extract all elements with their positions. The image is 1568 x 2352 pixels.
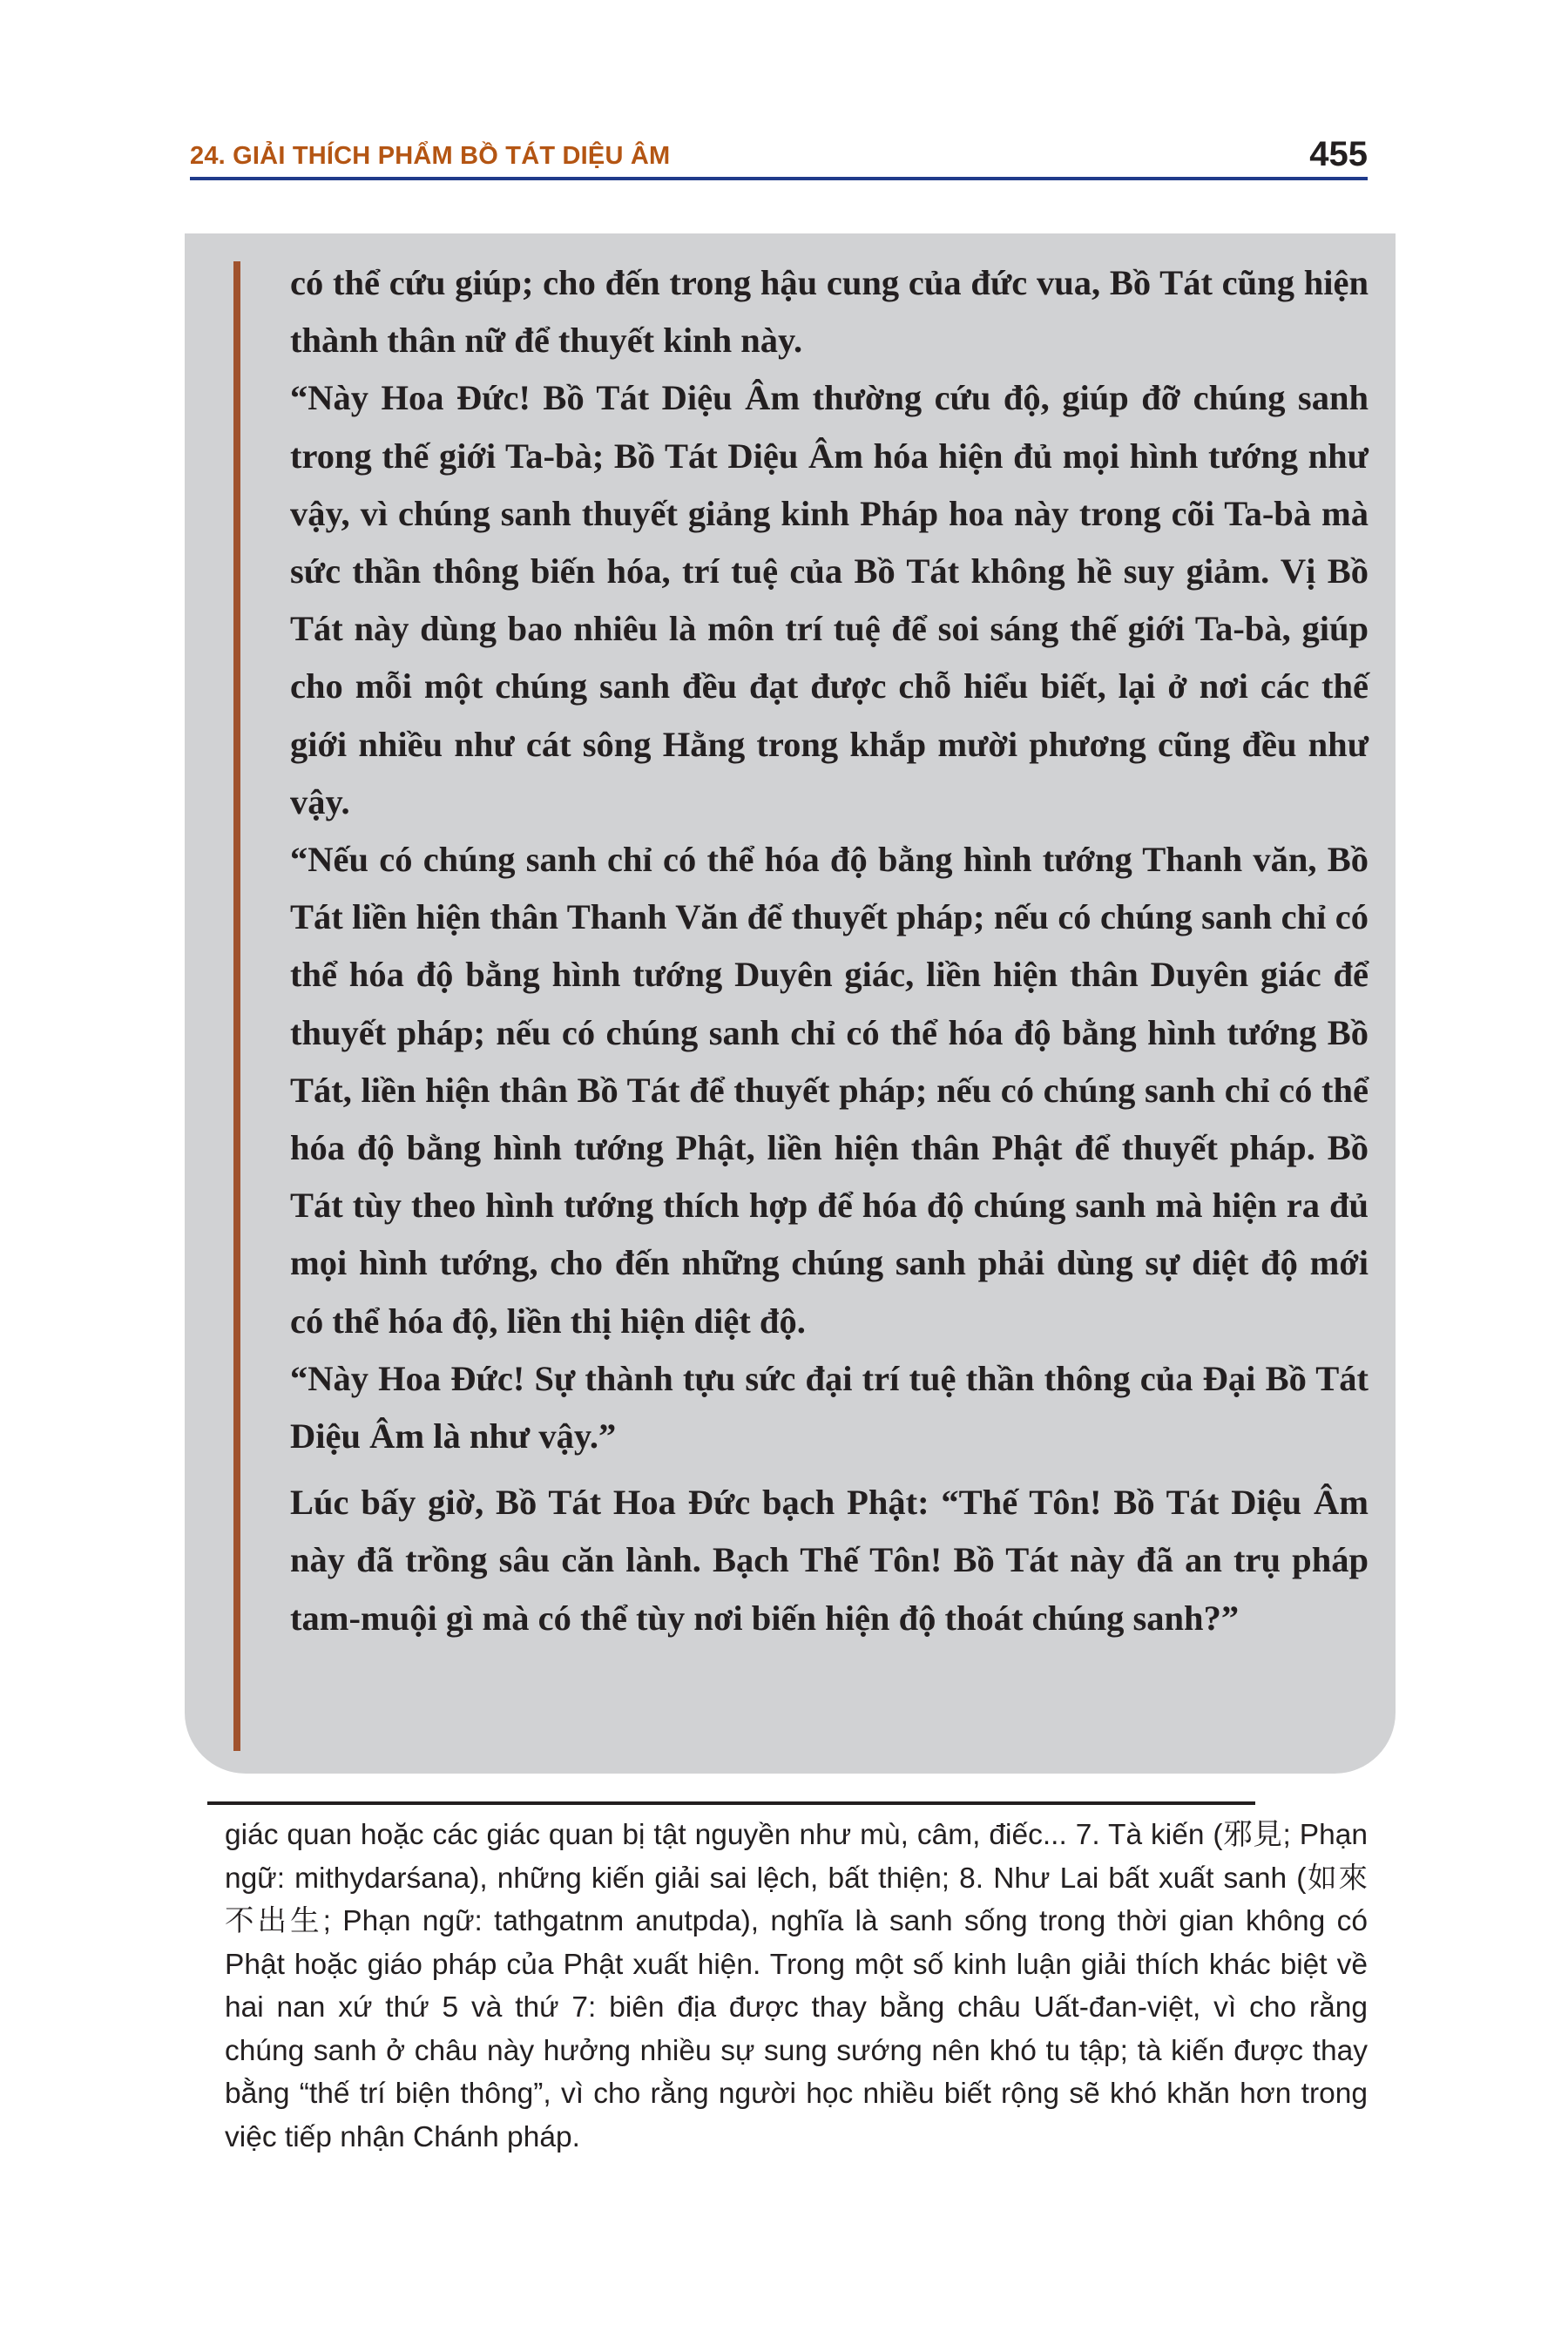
page-number: 455 [1309,135,1368,173]
quote-accent-bar [233,261,240,1751]
main-text [290,254,1369,1647]
paragraph-3: “Nếu có chúng sanh chỉ có thể hóa độ bằng hình tướng Thanh văn, Bồ Tát liền hiện thân Thanh Văn để thuyết pháp; nếu có chúng sanh chỉ có thể hóa độ bằng hình tướng Duyên giác, liền hiện thân Duyên giác để thuyết pháp; nếu có chúng sanh chỉ có thể hóa độ bằng hình tướng Bồ Tát, liền hiện thân Bồ Tát để thuyết pháp; nếu có chúng sanh chỉ có thể hóa độ bằng hình tướng Phật, liền hiện thân Phật để thuyết pháp. Bồ Tát tùy theo hình tướng thích hợp để hóa độ chúng sanh mà hiện ra đủ mọi hình tướng, cho đến những chúng sanh phải dùng sự diệt độ mới có thể hóa độ, liền thị hiện diệt độ. [290,840,1369,1341]
paragraph-1: có thể cứu giúp; cho đến trong hậu cung của đức vua, Bồ Tát cũng hiện thành thân nữ để thuyết kinh này. [290,263,1369,361]
page-header [190,122,1368,174]
paragraph-4: “Này Hoa Đức! Sự thành tựu sức đại trí tuệ thần thông của Đại Bồ Tát Diệu Âm là như vậy.” [290,1358,1369,1456]
footnote-rule [207,1801,1255,1805]
paragraph-2: “Này Hoa Đức! Bồ Tát Diệu Âm thường cứu độ, giúp đỡ chúng sanh trong thế giới Ta-bà; Bồ Tát Diệu Âm hóa hiện đủ mọi hình tướng như vậy, vì chúng sanh thuyết giảng kinh Pháp hoa này trong cõi Ta-bà mà sức thần thông biến hóa, trí tuệ của Bồ Tát không hề suy giảm. Vị Bồ Tát này dùng bao nhiêu là môn trí tuệ để soi sáng thế giới Ta-bà, giúp cho mỗi một chúng sanh đều đạt được chỗ hiểu biết, lại ở nơi các thế giới nhiều như cát sông Hằng trong khắp mười phương cũng đều như vậy. [290,378,1369,821]
chapter-title: 24. GIẢI THÍCH PHẨM BỒ TÁT DIỆU ÂM [190,142,671,170]
paragraph-5: Lúc bấy giờ, Bồ Tát Hoa Đức bạch Phật: “Thế Tôn! Bồ Tát Diệu Âm này đã trồng sâu căn lành. Bạch Thế Tôn! Bồ Tát này đã an trụ pháp tam-muội gì mà có thể tùy nơi biến hiện độ thoát chúng sanh?” [290,1483,1369,1638]
header-rule [190,177,1368,180]
footnote: giác quan hoặc các giác quan bị tật nguyền như mù, câm, điếc... 7. Tà kiến (邪見; Phạn ngữ: mithydarśana), những kiến giải sai lệch, bất thiện; 8. Như Lai bất xuất sanh (如來不出生; Phạn ngữ: tathgatnm anutpda), nghĩa là sanh sống trong thời gian không có Phật hoặc giáo pháp của Phật xuất hiện. Trong một số kinh luận giải thích khác biệt về hai nan xứ thứ 5 và thứ 7: biên địa được thay bằng châu Uất-đan-việt, vì cho rằng chúng sanh ở châu này hưởng nhiều sự sung sướng nên khó tu tập; tà kiến được thay bằng “thế trí biện thông”, vì cho rằng người học nhiều biết rộng sẽ khó khăn hơn trong việc tiếp nhận Chánh pháp. [225,1819,1368,2153]
